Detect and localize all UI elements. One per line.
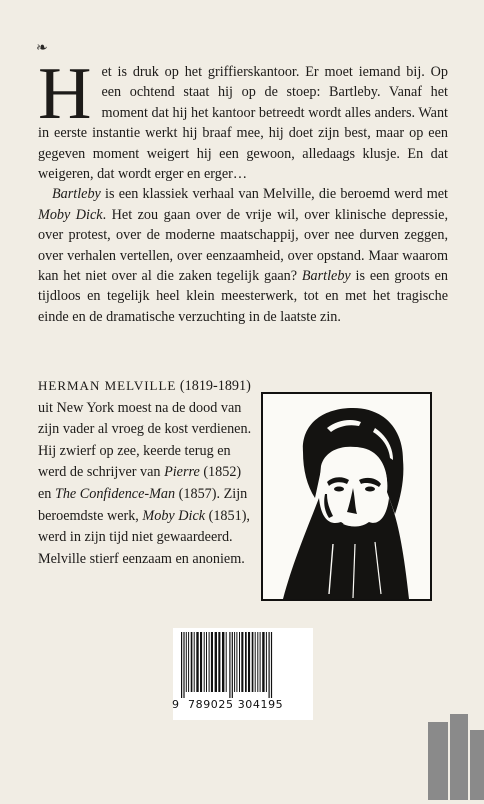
barcode-bar (234, 632, 235, 692)
barcode-bar (218, 632, 220, 692)
barcode-bar (206, 632, 207, 692)
bio-text-c: (1857). Zijn beroemdste werk, (38, 485, 248, 524)
barcode-bar (181, 632, 182, 698)
barcode-bar (186, 632, 187, 692)
barcode-bar (262, 632, 264, 692)
barcode-bars (173, 628, 313, 698)
barcode-bar (232, 632, 233, 698)
blurb-text (38, 53, 448, 327)
watermark-logo (410, 712, 484, 800)
barcode-bar (211, 632, 213, 692)
blurb-p1-text: et is druk op het griffierskantoor. Er moet iemand bij. Op een ochtend staat hij op de stoep: Bartleby. Vanaf het moment dat hij het kantoor betreedt wordt alles anders. Want in eerste instantie werkt hij braaf mee, hij doet zijn best, maar op een gegeven moment weigert hij een gewoon, alledaags klusje. En dat weigeren, dat wordt erger en erger… (38, 64, 448, 183)
barcode-bar (183, 632, 184, 698)
blurb-p2-text-b: . Het zou gaan over de vrije wil, over klinische depressie, over protest, over de moderne maatschappij, over nee durven zeggen, over verhalen vertellen, over eenzaamheid, over opstand. Maar waarom kan het niet over al die zaken tegelijk gaan? (38, 206, 448, 285)
barcode-bar (200, 632, 202, 692)
title-pierre: Pierre (164, 464, 200, 481)
bio-text-a: uit New York moest na de dood van zijn vader al vroeg de kost verdienen. Hij zwierf op zee, keerde terug en werd de schrijver van (38, 399, 252, 481)
author-dates: (1819-1891) (176, 378, 251, 394)
barcode-bar (257, 632, 258, 692)
blurb-p2-text-c: is een groots en tijdloos en tegelijk heel klein meesterwerk, tot en met het tragische einde en de dramatische verzuchting in de laatste zin. (38, 268, 448, 325)
barcode-bar (229, 632, 230, 698)
watermark-book-icon (410, 712, 484, 800)
barcode-bar (239, 632, 240, 692)
author-portrait (261, 392, 432, 601)
drop-cap: H (38, 53, 92, 135)
barcode-bar (269, 632, 270, 698)
title-moby-dick: Moby Dick (38, 206, 103, 223)
blurb-p2-text-a: is een klassiek verhaal van Melville, die beroemd werd met (100, 186, 448, 203)
barcode-bar (255, 632, 256, 692)
barcode-bar (271, 632, 272, 698)
blurb-paragraph-2 (38, 184, 448, 327)
author-name: HERMAN MELVILLE (38, 378, 177, 393)
author-bio (38, 375, 253, 570)
barcode-bar (241, 632, 243, 692)
bio-text-b: (1852) en (38, 464, 242, 502)
bio-text-d: (1851), werd in zijn tijd niet gewaardeerd. Melville stierf eenzaam en anoniem. (38, 507, 250, 567)
isbn-lead-digit: 9 (172, 698, 180, 711)
title-moby-dick-bio: Moby Dick (142, 507, 206, 524)
barcode-bar (209, 632, 210, 692)
title-bartleby-2: Bartleby (301, 268, 351, 285)
isbn-digits: 789025 304195 (188, 698, 284, 711)
barcode-bar (252, 632, 254, 692)
barcode-bar (188, 632, 189, 692)
title-confidence-man: The Confidence-Man (54, 485, 176, 502)
ornament-flourish-icon: ❧ (36, 40, 48, 56)
barcode-bar (226, 632, 227, 692)
barcode-bar (260, 632, 261, 692)
barcode-bar (204, 632, 205, 692)
barcode-bar (248, 632, 250, 692)
barcode-bar (222, 632, 224, 692)
barcode-bar (196, 632, 198, 692)
blurb-paragraph-1 (38, 53, 448, 184)
portrait-woodcut (263, 394, 430, 599)
barcode-bar (266, 632, 267, 692)
barcode-bar (215, 632, 217, 692)
barcode-bar (191, 632, 193, 692)
barcode-bar (194, 632, 195, 692)
barcode-bar (245, 632, 247, 692)
barcode-bar (236, 632, 237, 692)
title-bartleby: Bartleby (52, 186, 101, 203)
